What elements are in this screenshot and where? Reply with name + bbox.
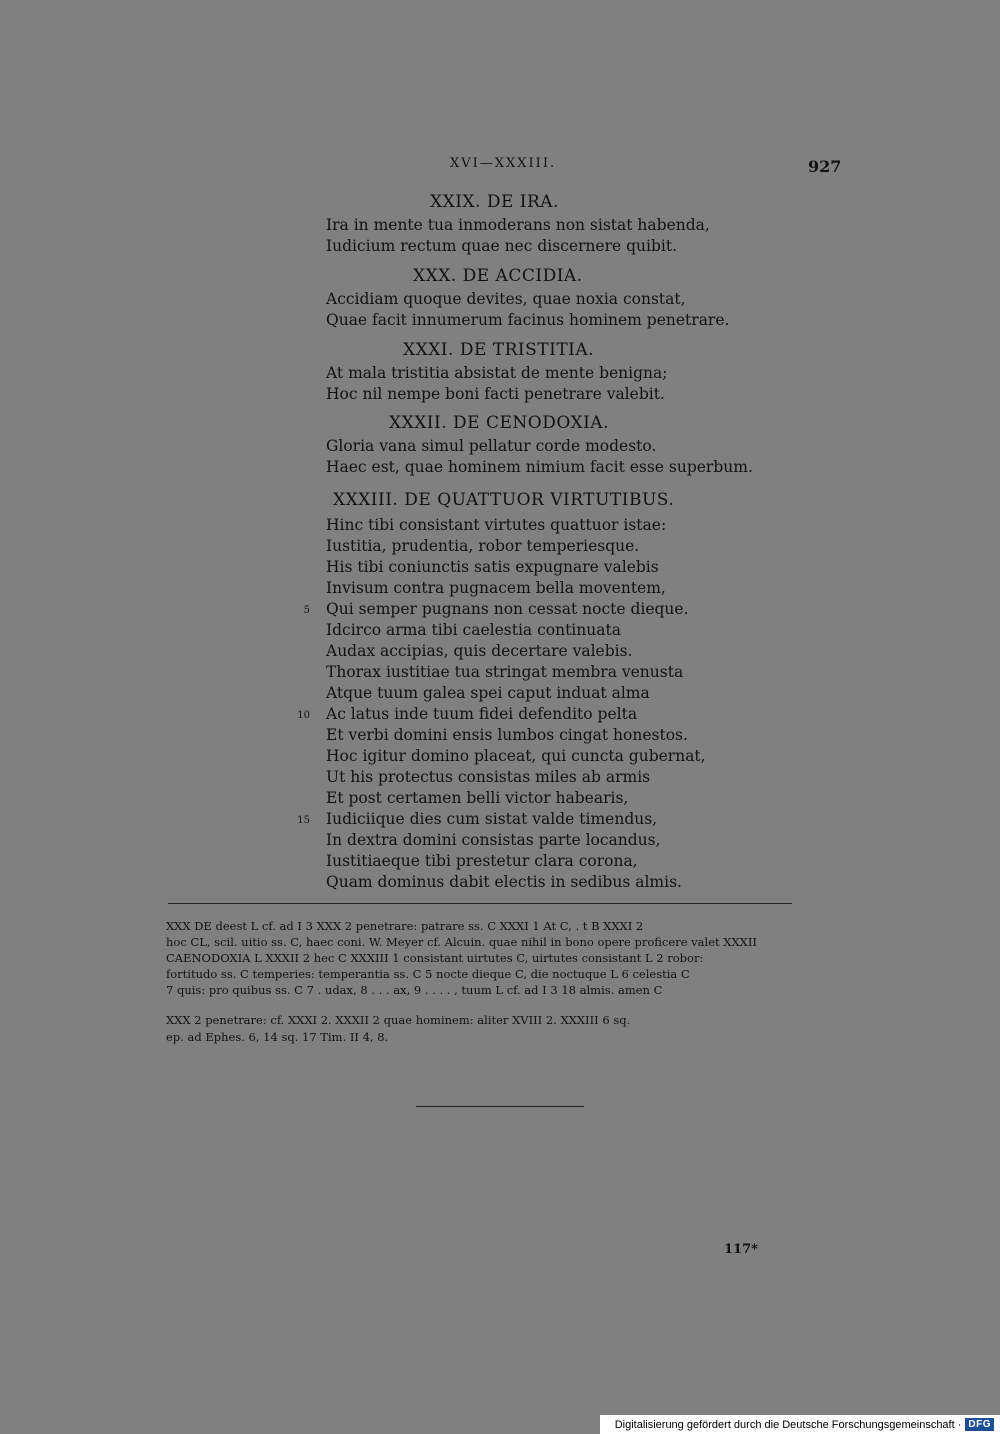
verse-line: Quam dominus dabit electis in sedibus almis. <box>326 873 682 891</box>
apparatus-line: fortitudo ss. C temperies: temperantia ss. C 5 nocte dieque C, die noctuque L 6 celestia C <box>166 967 690 981</box>
line-number: 10 <box>297 710 310 721</box>
section-title: XXX. DE ACCIDIA. <box>413 266 583 286</box>
verse-line: Audax accipias, quis decertare valebis. <box>326 642 633 660</box>
apparatus-fontium <box>166 1012 838 1046</box>
line-number: 5 <box>303 605 310 616</box>
verse-line: Iudiciique dies cum sistat valde timendus, <box>326 810 658 828</box>
verse-line: Qui semper pugnans non cessat nocte dieque. <box>326 600 689 618</box>
verse-line: Thorax iustitiae tua stringat membra venusta <box>326 663 684 681</box>
dfg-logo: DFG <box>965 1418 994 1431</box>
page-number: 927 <box>808 157 842 176</box>
verse-line: Et post certamen belli victor habearis, <box>326 789 629 807</box>
running-head: XVI—XXXIII. <box>450 156 557 171</box>
apparatus-line: XXX 2 penetrare: cf. XXXI 2. XXXII 2 quae hominem: aliter XVIII 2. XXXIII 6 sq. <box>166 1013 631 1027</box>
end-rule <box>416 1106 584 1107</box>
verse-line: In dextra domini consistas parte locandus, <box>326 831 661 849</box>
verse-line: Hoc nil nempe boni facti penetrare valebit. <box>326 385 665 403</box>
verse-line: Iudicium rectum quae nec discernere quibit. <box>326 237 677 255</box>
footer-text: Digitalisierung gefördert durch die Deutsche Forschungsgemeinschaft · <box>614 1418 962 1431</box>
verse-line: Invisum contra pugnacem bella moventem, <box>326 579 666 597</box>
verse-line: Hoc igitur domino placeat, qui cuncta gubernat, <box>326 747 706 765</box>
line-number: 15 <box>297 815 310 826</box>
verse-line: Ut his protectus consistas miles ab armis <box>326 768 651 786</box>
verse-line: Atque tuum galea spei caput induat alma <box>326 684 650 702</box>
verse-line: Quae facit innumerum facinus hominem penetrare. <box>326 311 730 329</box>
apparatus-line: 7 quis: pro quibus ss. C 7 . udax, 8 . . . ax, 9 . . . . , tuum L cf. ad I 3 18 almis. amen C <box>166 983 663 997</box>
footnote-rule <box>168 903 792 904</box>
section-title: XXXIII. DE QUATTUOR VIRTUTIBUS. <box>333 490 675 510</box>
verse-line: Et verbi domini ensis lumbos cingat honestos. <box>326 726 688 744</box>
verse-line: Iustitiaeque tibi prestetur clara corona, <box>326 852 638 870</box>
verse-line: Idcirco arma tibi caelestia continuata <box>326 621 621 639</box>
folio-signature: 117* <box>724 1242 758 1257</box>
verse-line: His tibi coniunctis satis expugnare valebis <box>326 558 659 576</box>
verse-line: Haec est, quae hominem nimium facit esse superbum. <box>326 458 753 476</box>
apparatus-line: hoc CL, scil. uitio ss. C, haec coni. W. Meyer cf. Alcuin. quae nihil in bono opere proficere valet XXXII <box>166 935 757 949</box>
verse-line: Iustitia, prudentia, robor temperiesque. <box>326 537 640 555</box>
apparatus-line: XXX DE deest L cf. ad I 3 XXX 2 penetrare: patrare ss. C XXXI 1 At C, . t B XXXI 2 <box>166 919 644 933</box>
apparatus-line: CAENODOXIA L XXXII 2 hec C XXXIII 1 consistant uirtutes C, uirtutes consistant L 2 robor: <box>166 951 704 965</box>
section-title: XXIX. DE IRA. <box>430 192 559 212</box>
apparatus-criticus <box>166 918 838 1002</box>
verse-line: Ac latus inde tuum fidei defendito pelta <box>326 705 638 723</box>
verse-line: Gloria vana simul pellatur corde modesto. <box>326 437 657 455</box>
verse-line: Ira in mente tua inmoderans non sistat habenda, <box>326 216 710 234</box>
verse-line: Accidiam quoque devites, quae noxia constat, <box>326 290 686 308</box>
apparatus-line: ep. ad Ephes. 6, 14 sq. 17 Tim. II 4, 8. <box>166 1030 389 1044</box>
verse-line: Hinc tibi consistant virtutes quattuor istae: <box>326 516 667 534</box>
section-title: XXXII. DE CENODOXIA. <box>389 413 609 433</box>
verse-line: At mala tristitia absistat de mente benigna; <box>326 364 668 382</box>
section-title: XXXI. DE TRISTITIA. <box>403 340 595 360</box>
digitization-footer <box>600 1415 1000 1434</box>
